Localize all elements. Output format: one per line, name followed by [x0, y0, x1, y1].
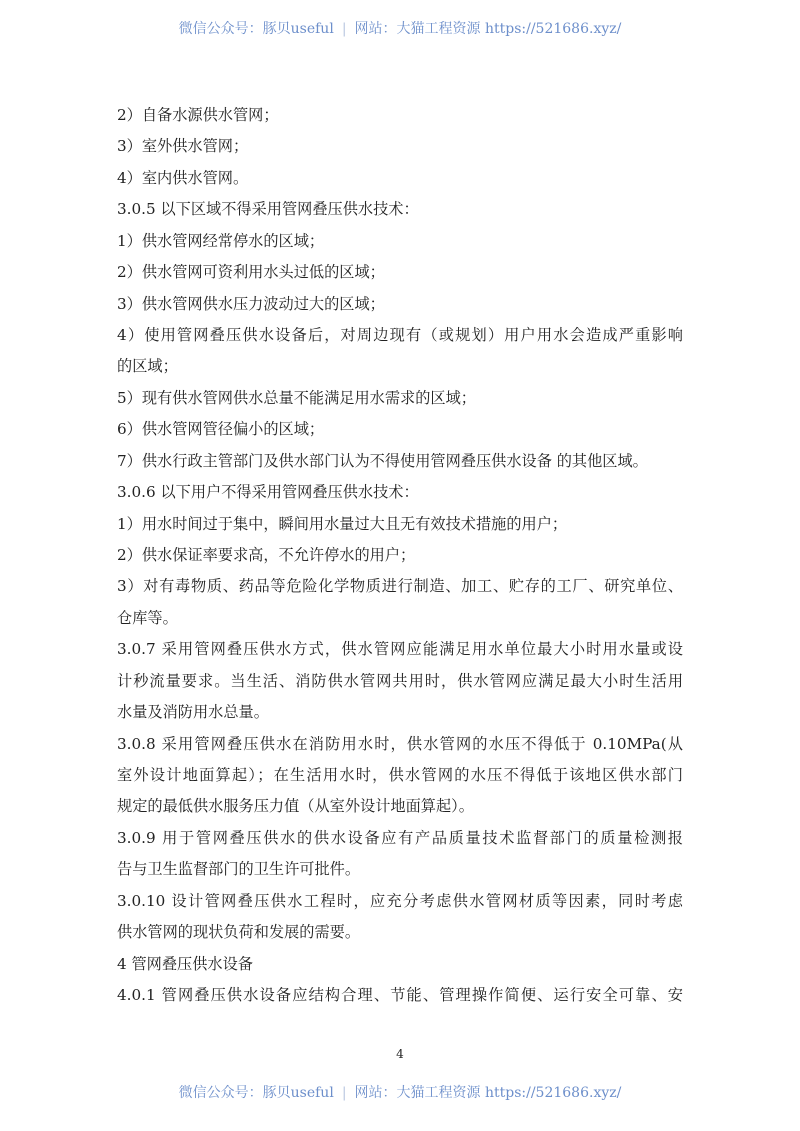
text-line: 计秒流量要求。当生活、消防供水管网共用时，供水管网应满足最大小时生活用	[117, 671, 683, 690]
text-line: 7）供水行政主管部门及供水部门认为不得使用管网叠压供水设备 的其他区域。	[117, 451, 648, 470]
text-line: 1）用水时间过于集中，瞬间用水量过大且无有效技术措施的用户；	[117, 514, 568, 533]
text-line: 水量及消防用水总量。	[117, 703, 269, 722]
text-line: 2）供水保证率要求高，不允许停水的用户；	[117, 546, 416, 565]
text-line: 的区域；	[117, 357, 178, 376]
text-line: 3.0.5 以下区域不得采用管网叠压供水技术：	[117, 200, 419, 219]
watermark-wechat: 微信公众号：豚贝useful	[178, 21, 334, 37]
text-line: 3.0.9 用于管网叠压供水的供水设备应有产品质量技术监督部门的质量检测报	[117, 828, 683, 847]
watermark-site: 网站：大猫工程资源 https://521686.xyz/	[354, 1085, 622, 1101]
text-line: 3）对有毒物质、药品等危险化学物质进行制造、加工、贮存的工厂、研究单位、	[117, 577, 683, 596]
text-line: 4）使用管网叠压供水设备后，对周边现有（或规划）用户用水会造成严重影响	[117, 326, 683, 344]
text-line: 3.0.8 采用管网叠压供水在消防用水时，供水管网的水压不得低于 0.10MPa(从	[117, 734, 683, 753]
header-watermark	[0, 18, 800, 38]
text-line: 1）供水管网经常停水的区域；	[117, 231, 325, 250]
watermark-separator: |	[341, 21, 347, 37]
text-line: 室外设计地面算起）；在生活用水时，供水管网的水压不得低于该地区供水部门	[117, 766, 683, 785]
text-line: 告与卫生监督部门的卫生许可批件。	[117, 860, 360, 879]
watermark-separator: |	[341, 1085, 347, 1101]
text-line: 4 管网叠压供水设备	[117, 954, 253, 973]
text-line: 3.0.10 设计管网叠压供水工程时，应充分考虑供水管网材质等因素，同时考虑	[117, 891, 683, 910]
text-line: 2）供水管网可资利用水头过低的区域；	[117, 263, 385, 282]
text-line: 3）供水管网供水压力波动过大的区域；	[117, 294, 385, 313]
text-line: 3.0.7 采用管网叠压供水方式，供水管网应能满足用水单位最大小时用水量或设	[117, 640, 683, 659]
footer-watermark	[0, 1082, 800, 1102]
text-line: 2）自备水源供水管网；	[117, 106, 279, 124]
text-line: 4.0.1 管网叠压供水设备应结构合理、节能、管理操作简便、运行安全可靠、安	[117, 986, 683, 1005]
text-line: 仓库等。	[117, 608, 178, 627]
text-line: 5）现有供水管网供水总量不能满足用水需求的区域；	[117, 388, 476, 407]
text-line: 规定的最低供水服务压力值（从室外设计地面算起）。	[117, 797, 474, 816]
watermark-site: 网站：大猫工程资源 https://521686.xyz/	[354, 21, 622, 37]
watermark-wechat: 微信公众号：豚贝useful	[178, 1085, 334, 1101]
text-line: 6）供水管网管径偏小的区域；	[117, 420, 325, 439]
text-line: 3.0.6 以下用户不得采用管网叠压供水技术：	[117, 483, 419, 502]
text-line: 3）室外供水管网；	[117, 137, 249, 156]
text-line: 4）室内供水管网。	[117, 168, 249, 187]
page-number: 4	[396, 1047, 404, 1061]
text-line: 供水管网的现状负荷和发展的需要。	[117, 923, 360, 942]
